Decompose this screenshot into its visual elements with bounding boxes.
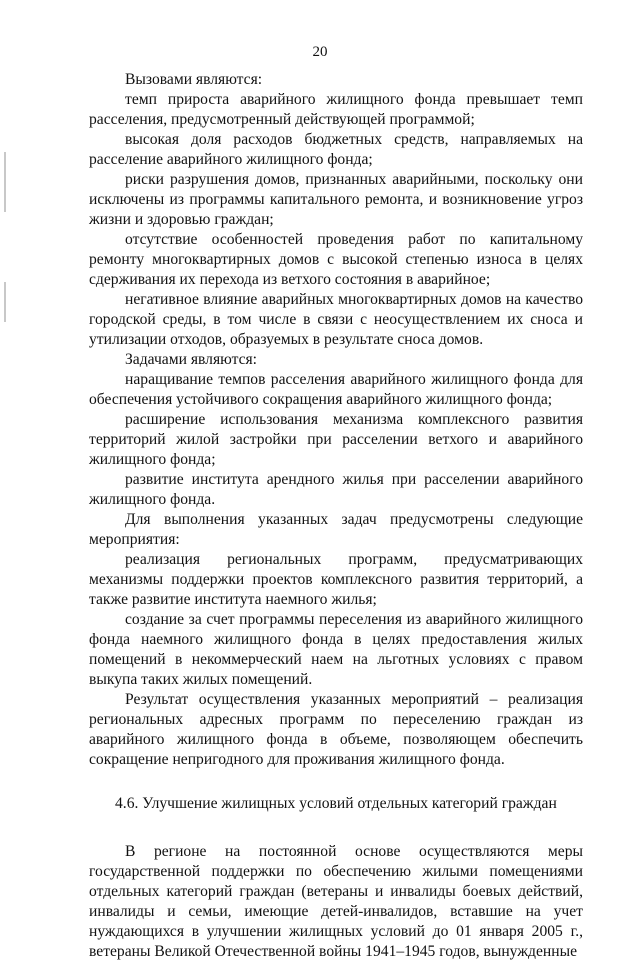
- paragraph: негативное влияние аварийных многоквартирных домов на качество городской среды, в том числе в связи с неосуществлением их сноса и утилизации отходов, образуемых в результате сноса домов.: [89, 291, 583, 348]
- paragraph: наращивание темпов расселения аварийного жилищного фонда для обеспечения устойчивого сокращения аварийного жилищного фонда;: [89, 371, 583, 408]
- paragraph: отсутствие особенностей проведения работ по капитальному ремонту многоквартирных домов с высокой степенью износа в целях сдерживания их перехода из ветхого состояния в аварийное;: [89, 231, 583, 288]
- scan-margin-mark: [4, 282, 6, 322]
- section-paragraph: В регионе на постоянной основе осуществляются меры государственной поддержки по обеспечению жилыми помещениями отдельных категорий граждан (ветераны и инвалиды боевых действий, инвалиды и семьи, имеющие детей-инвалидов, вставшие на учет нуждающихся в улучшении жилищных условий до 01 января 2005 г., ветераны Великой Отечественной войны 1941–1945 годов, вынужденные: [89, 843, 583, 960]
- section-heading: 4.6. Улучшение жилищных условий отдельных категорий граждан: [115, 795, 557, 812]
- paragraph: темп прироста аварийного жилищного фонда превышает темп расселения, предусмотренный действующей программой;: [89, 91, 583, 128]
- page-number: 20: [312, 44, 328, 60]
- paragraph: создание за счет программы переселения из аварийного жилищного фонда наемного жилищного фонда в целях предоставления жилых помещений в некоммерческий наем на льготных условиях с правом выкупа таких жилых помещений.: [89, 611, 583, 688]
- paragraph: Вызовами являются:: [125, 71, 263, 88]
- paragraph: развитие института арендного жилья при расселении аварийного жилищного фонда.: [89, 471, 583, 508]
- paragraph: реализация региональных программ, предусматривающих механизмы поддержки проектов комплексного развития территорий, а также развитие института наемного жилья;: [89, 551, 583, 608]
- paragraph: расширение использования механизма комплексного развития территорий жилой застройки при расселении ветхого и аварийного жилищного фонда;: [89, 411, 583, 468]
- document-body: [89, 70, 583, 962]
- scan-margin-mark: [4, 152, 6, 212]
- paragraph: риски разрушения домов, признанных аварийными, поскольку они исключены из программы капитального ремонта, и возникновение угроз жизни и здоровью граждан;: [89, 171, 583, 228]
- paragraph: Задачами являются:: [125, 351, 257, 368]
- paragraph: Результат осуществления указанных мероприятий – реализация региональных адресных программ по переселению граждан из аварийного жилищного фонда в объеме, позволяющем обеспечить сокращение непригодного для проживания жилищного фонда.: [89, 691, 583, 768]
- paragraph: Для выполнения указанных задач предусмотрены следующие мероприятия:: [89, 511, 583, 548]
- paragraph: высокая доля расходов бюджетных средств, направляемых на расселение аварийного жилищного фонда;: [89, 131, 583, 168]
